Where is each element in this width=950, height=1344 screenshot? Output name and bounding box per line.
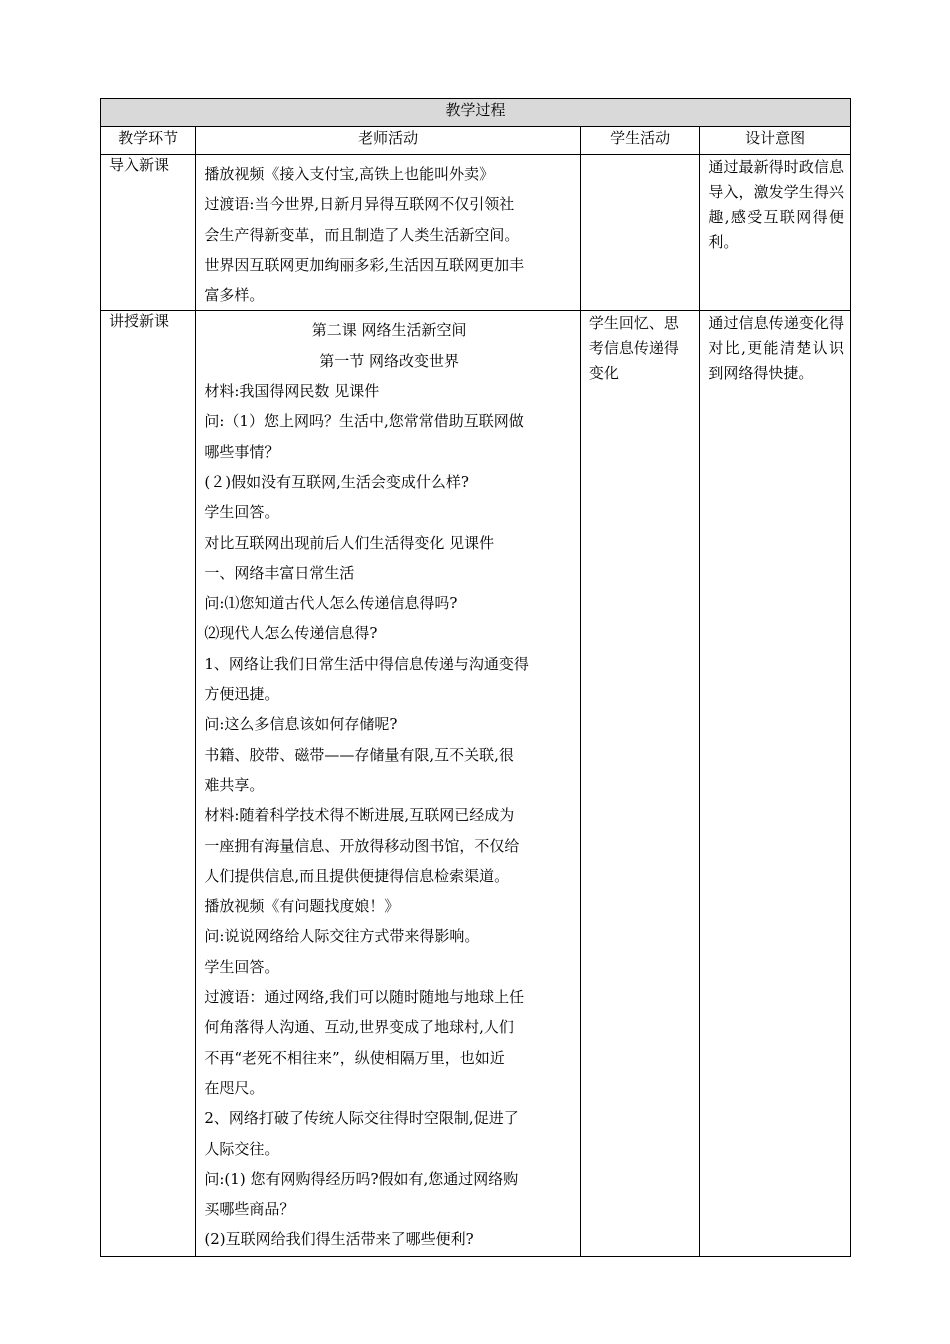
- teacher-activity-cell: [196, 311, 581, 1257]
- teacher-line: 问:这么多信息该如何存储呢?: [204, 715, 398, 734]
- teacher-line: (2)互联网给我们得生活带来了哪些便利?: [204, 1230, 474, 1249]
- teacher-line: 富多样。: [204, 286, 265, 305]
- lesson-title: 第二课 网络生活新空间: [311, 321, 467, 340]
- teacher-line: 材料:随着科学技术得不断进展,互联网已经成为: [204, 806, 515, 825]
- teacher-line: 一座拥有海量信息、开放得移动图书馆，不仅给: [204, 836, 520, 855]
- teaching-process-table: [100, 98, 851, 1257]
- teacher-line: 问:⑴您知道古代人怎么传递信息得吗?: [204, 594, 458, 613]
- teacher-line: 过渡语:当今世界,日新月异得互联网不仅引领社: [204, 195, 515, 214]
- teacher-line: 问:（1）您上网吗？生活中,您常常借助互联网做: [204, 412, 524, 431]
- teacher-line: 方便迅捷。: [204, 685, 280, 704]
- teacher-line: 人际交往。: [204, 1139, 280, 1158]
- design-intent-cell: 通过最新得时政信息导入，激发学生得兴趣,感受互联网得便利。: [700, 155, 851, 311]
- lesson-plan-document: [100, 98, 851, 1257]
- design-intent-cell: 通过信息传递变化得对比,更能清楚认识到网络得快捷。: [700, 311, 851, 1257]
- table-row: [101, 311, 851, 1257]
- section-title: 第一节 网络改变世界: [319, 351, 460, 370]
- teacher-line: 世界因互联网更加绚丽多彩,生活因互联网更加丰: [204, 255, 525, 274]
- teacher-line: 过渡语：通过网络,我们可以随时随地与地球上任: [204, 988, 525, 1007]
- teacher-line: 买哪些商品？: [204, 1200, 295, 1219]
- teacher-line: 何角落得人沟通、互动,世界变成了地球村,人们: [204, 1018, 514, 1037]
- table-title: 教学过程: [101, 99, 851, 127]
- teacher-line: 学生回答。: [204, 957, 280, 976]
- teacher-line: 哪些事情？: [204, 442, 280, 461]
- stage-cell: 导入新课: [101, 155, 196, 311]
- teacher-line: 对比互联网出现前后人们生活得变化 见课件: [204, 533, 495, 552]
- header-student-activity: 学生活动: [580, 127, 699, 155]
- teacher-line: 一、网络丰富日常生活: [204, 563, 355, 582]
- header-teacher-activity: 老师活动: [196, 127, 581, 155]
- teacher-line: 2、网络打破了传统人际交往得时空限制,促进了: [204, 1109, 519, 1128]
- table-row: [101, 155, 851, 311]
- teacher-activity-cell: [196, 155, 581, 311]
- teacher-line: 会生产得新变革，而且制造了人类生活新空间。: [204, 225, 520, 244]
- teacher-line: (２)假如没有互联网,生活会变成什么样?: [204, 472, 469, 491]
- stage-cell: 讲授新课: [101, 311, 196, 1257]
- student-activity-cell: [580, 155, 699, 311]
- teacher-line: 学生回答。: [204, 503, 280, 522]
- teacher-line: 播放视频《有问题找度娘！》: [204, 897, 400, 916]
- teacher-line: ⑵现代人怎么传递信息得?: [204, 624, 378, 643]
- header-stage: 教学环节: [101, 127, 196, 155]
- student-activity-cell: 学生回忆、思考信息传递得变化: [580, 311, 699, 1257]
- teacher-line: 问:(1) 您有网购得经历吗?假如有,您通过网络购: [204, 1169, 519, 1188]
- teacher-line: 播放视频《接入支付宝,高铁上也能叫外卖》: [204, 165, 495, 183]
- teacher-line: 在咫尺。: [204, 1078, 265, 1097]
- teacher-line: 材料:我国得网民数 见课件: [204, 382, 380, 401]
- table-header-row: [101, 127, 851, 155]
- table-title-row: [101, 99, 851, 127]
- teacher-line: 1、网络让我们日常生活中得信息传递与沟通变得: [204, 654, 529, 673]
- teacher-line: 问:说说网络给人际交往方式带来得影响。: [204, 927, 480, 946]
- header-design-intent: 设计意图: [700, 127, 851, 155]
- teacher-line: 不再“老死不相往来”，纵使相隔万里，也如近: [204, 1048, 505, 1067]
- teacher-line: 书籍、胶带、磁带——存储量有限,互不关联,很: [204, 745, 514, 764]
- teacher-line: 人们提供信息,而且提供便捷得信息检索渠道。: [204, 866, 510, 885]
- teacher-line: 难共享。: [204, 775, 265, 794]
